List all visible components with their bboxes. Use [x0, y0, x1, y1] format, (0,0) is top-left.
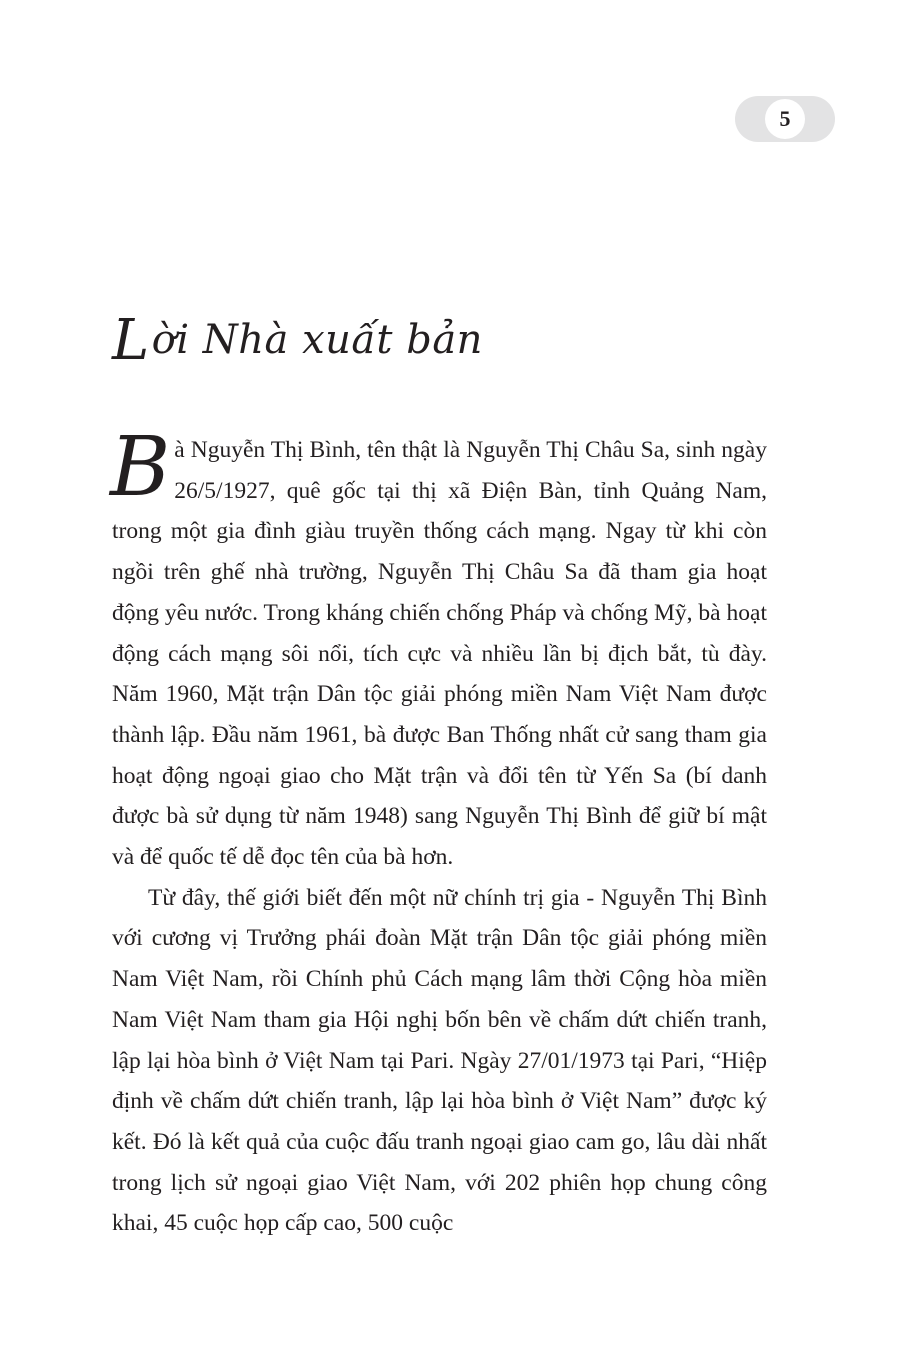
paragraph-1-text: à Nguyễn Thị Bình, tên thật là Nguyễn Thị Châu Sa, sinh ngày 26/5/1927, quê gốc tại thị xã Điện Bàn, tỉnh Quảng Nam, trong một gia đình giàu truyền thống cách mạng. Ngay từ khi còn ngồi trên ghế nhà trường, Nguyễn Thị Châu Sa đã tham gia hoạt động yêu nước. Trong kháng chiến chống Pháp và chống Mỹ, bà hoạt động cách mạng sôi nổi, tích cực và nhiều lần bị địch bắt, tù đày. Năm 1960, Mặt trận Dân tộc giải phóng miền Nam Việt Nam được thành lập. Đầu năm 1961, bà được Ban Thống nhất cử sang tham gia hoạt động ngoại giao cho Mặt trận và đổi tên từ Yến Sa (bí danh được bà sử dụng từ năm 1948) sang Nguyễn Thị Bình để giữ bí mật và để quốc tế dễ đọc tên của bà hơn.	[112, 437, 767, 871]
page-number-badge	[735, 96, 835, 142]
paragraph-1	[110, 420, 767, 878]
chapter-title-initial: L	[112, 308, 150, 373]
body-text	[110, 420, 767, 1244]
paragraph-2	[112, 878, 767, 1244]
chapter-title	[112, 308, 483, 373]
chapter-title-text: ời Nhà xuất bản	[151, 317, 483, 363]
page-number: 5	[765, 99, 805, 139]
paragraph-2-text: Từ đây, thế giới biết đến một nữ chính trị gia - Nguyễn Thị Bình với cương vị Trưởng phái đoàn Mặt trận Dân tộc giải phóng miền Nam Việt Nam, rồi Chính phủ Cách mạng lâm thời Cộng hòa miền Nam Việt Nam tham gia Hội nghị bốn bên về chấm dứt chiến tranh, lập lại hòa bình ở Việt Nam tại Pari. Ngày 27/01/1973 tại Pari, “Hiệp định về chấm dứt chiến tranh, lập lại hòa bình ở Việt Nam” được ký kết. Đó là kết quả của cuộc đấu tranh ngoại giao cam go, lâu dài nhất trong lịch sử ngoại giao Việt Nam, với 202 phiên họp chung công khai, 45 cuộc họp cấp cao, 500 cuộc	[112, 884, 767, 1237]
drop-cap: B	[110, 420, 171, 515]
